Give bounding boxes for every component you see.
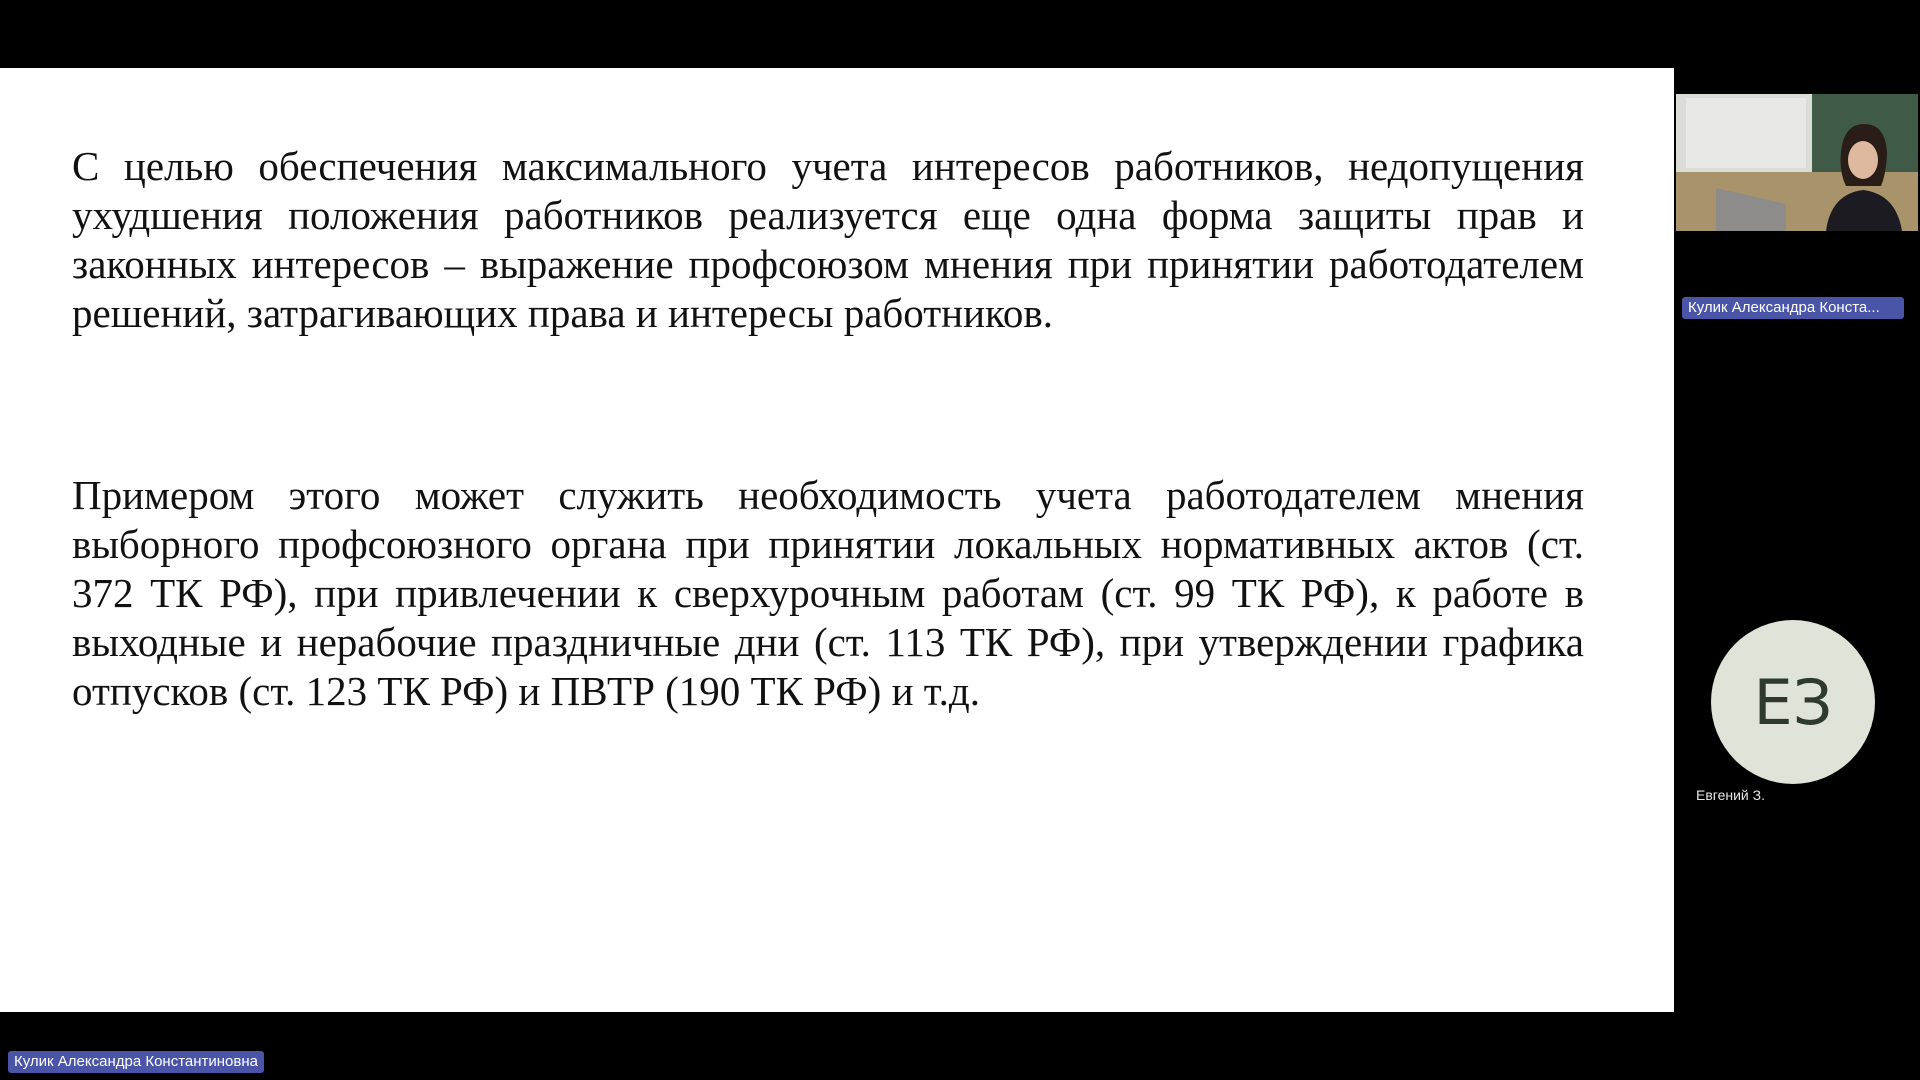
participant-name-label: Евгений З. [1696,787,1765,803]
presenter-name-badge: Кулик Александра Константиновна [8,1051,264,1073]
participant-name-badge: Кулик Александра Конста... [1682,297,1904,319]
participant-video-tile[interactable] [1676,94,1918,231]
participant-avatar[interactable]: ЕЗ [1711,620,1875,784]
slide-paragraph-2: Примером этого может служить необходимость учета работодателем мнения выборного профсоюзного органа при принятии локальных нормативных актов (ст. 372 ТК РФ), при привлечении к сверхурочным работам (ст. 99 ТК РФ), к работе в выходные и нерабочие праздничные дни (ст. 113 ТК РФ), при утверждении графика отпусков (ст. 123 ТК РФ) и ПВТР (190 ТК РФ) и т.д. [72,472,1584,714]
participant-video-image [1676,94,1918,231]
shared-screen-slide [0,68,1674,1012]
slide-paragraph-1: С целью обеспечения максимального учета интересов работников, недопущения ухудшения положения работников реализуется еще одна форма защиты прав и законных интересов – выражение профсоюзом мнения при принятии работодателем решений, затрагивающих права и интересы работников. [72,143,1584,336]
